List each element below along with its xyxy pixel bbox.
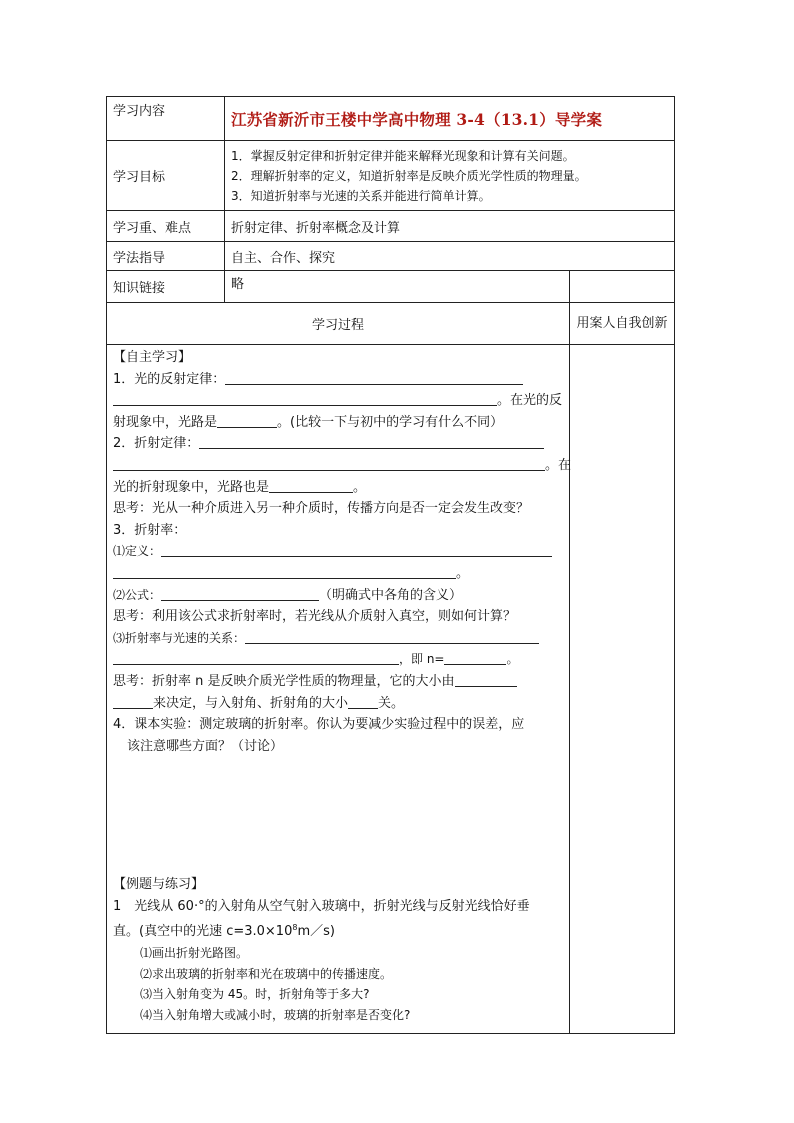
- blank-line: [113, 564, 456, 579]
- goal-item: 3．知道折射率与光速的关系并能进行简单计算。: [231, 188, 491, 203]
- row-header: [107, 303, 675, 345]
- row-body: [107, 345, 675, 1034]
- row-method: [107, 242, 675, 271]
- rel-line: ⑶折射率与光速的关系：: [113, 628, 563, 650]
- link-empty: [570, 271, 675, 303]
- example-sub-4: ⑷当入射角增大或减小时，玻璃的折射率是否变化?: [140, 1007, 411, 1022]
- example-sub-2: ⑵求出玻璃的折射率和光在玻璃中的传播速度。: [140, 966, 393, 981]
- worksheet: [106, 96, 674, 1034]
- goal-item: 2．理解折射率的定义，知道折射率是反映介质光学性质的物理量。: [231, 168, 587, 183]
- discussion-space: [113, 757, 563, 874]
- example-sub-1: ⑴画出折射光路图。: [140, 946, 249, 961]
- think-2: 思考：利用该公式求折射率时，若光线从介质射入真空，则如何计算？: [113, 609, 517, 625]
- blank-line: [455, 672, 517, 687]
- example-sub-3: ⑶当入射角变为 45。时，折射角等于多大?: [140, 987, 370, 1002]
- q4-line2: 该注意哪些方面？（讨论）: [127, 738, 284, 754]
- example-1: 1 光线从 60·°的入射角从空气射入玻璃中，折射光线与反射光线恰好垂: [113, 898, 530, 914]
- blank-line: [113, 391, 497, 406]
- section-self-study: 【自主学习】: [113, 350, 192, 365]
- label-focus: 学习重、难点: [107, 211, 225, 242]
- formula-line: ⑵公式： （明确式中各角的含义）: [113, 587, 463, 603]
- def-line: ⑴定义：: [113, 541, 563, 563]
- row-content: [107, 97, 675, 141]
- label-goals: 学习目标: [107, 141, 225, 211]
- section-examples: 【例题与练习】: [113, 877, 205, 893]
- q4-line: 4．课本实验：测定玻璃的折射率。你认为要减少实验过程中的误差，应: [113, 717, 525, 733]
- process-header: 学习过程: [107, 303, 570, 345]
- def-line2: 。: [113, 563, 563, 585]
- blank-line: [113, 694, 153, 709]
- think-3-cont: 来决定，与入射角、折射角的大小 关。: [113, 693, 563, 715]
- blank-line: [161, 586, 319, 601]
- q2-line3: 光的折射现象中，光路也是 。: [113, 479, 367, 495]
- process-content: [107, 345, 570, 1034]
- page-title: 江苏省新沂市王楼中学高中物理 3-4（13.1）导学案: [225, 97, 675, 141]
- lesson-plan-table: [106, 96, 675, 1034]
- blank-line: [245, 629, 539, 644]
- goal-item: 1．掌握反射定律和折射定律并能来解释光现象和计算有关问题。: [231, 148, 575, 163]
- blank-line: [269, 478, 353, 493]
- goals-list: [225, 141, 675, 211]
- method-value: 自主、合作、探究: [225, 242, 675, 271]
- q2-line2: 。在: [113, 455, 563, 477]
- row-link: [107, 271, 675, 303]
- think-1: 思考：光从一种介质进入另一种介质时，传播方向是否一定会发生改变？: [113, 501, 530, 517]
- blank-line: [348, 694, 378, 709]
- label-content: 学习内容: [107, 97, 225, 141]
- example-1-cont: 直。(真空中的光速 $c=3.0\times 10^8m/s$): [113, 923, 335, 940]
- label-method: 学法指导: [107, 242, 225, 271]
- focus-value: 折射定律、折射率概念及计算: [225, 211, 675, 242]
- q1-line2: 。在光的反: [113, 390, 563, 412]
- row-focus: [107, 211, 675, 242]
- blank-line: [161, 542, 552, 557]
- blank-line: [199, 434, 544, 449]
- blank-line: [444, 650, 506, 665]
- blank-line: [225, 370, 523, 385]
- q2-line: 2．折射定律：: [113, 433, 563, 455]
- side-header: 用案人自我创新: [570, 303, 675, 345]
- row-goals: [107, 141, 675, 211]
- label-link: 知识链接: [107, 271, 225, 303]
- side-notes-cell: [570, 345, 675, 1034]
- blank-line: [113, 456, 545, 471]
- blank-line: [217, 413, 277, 428]
- blank-line: [113, 650, 399, 665]
- think-3: 思考：折射率 n 是反映介质光学性质的物理量，它的大小由: [113, 671, 563, 693]
- q1-line: 1．光的反射定律：: [113, 369, 563, 391]
- link-value: 略: [225, 271, 570, 303]
- rel-line2: ，即 n= 。: [113, 649, 563, 671]
- q3-title: 3．折射率：: [113, 522, 187, 538]
- q1-line3: 射现象中，光路是 。(比较一下与初中的学习有什么不同）: [113, 414, 504, 430]
